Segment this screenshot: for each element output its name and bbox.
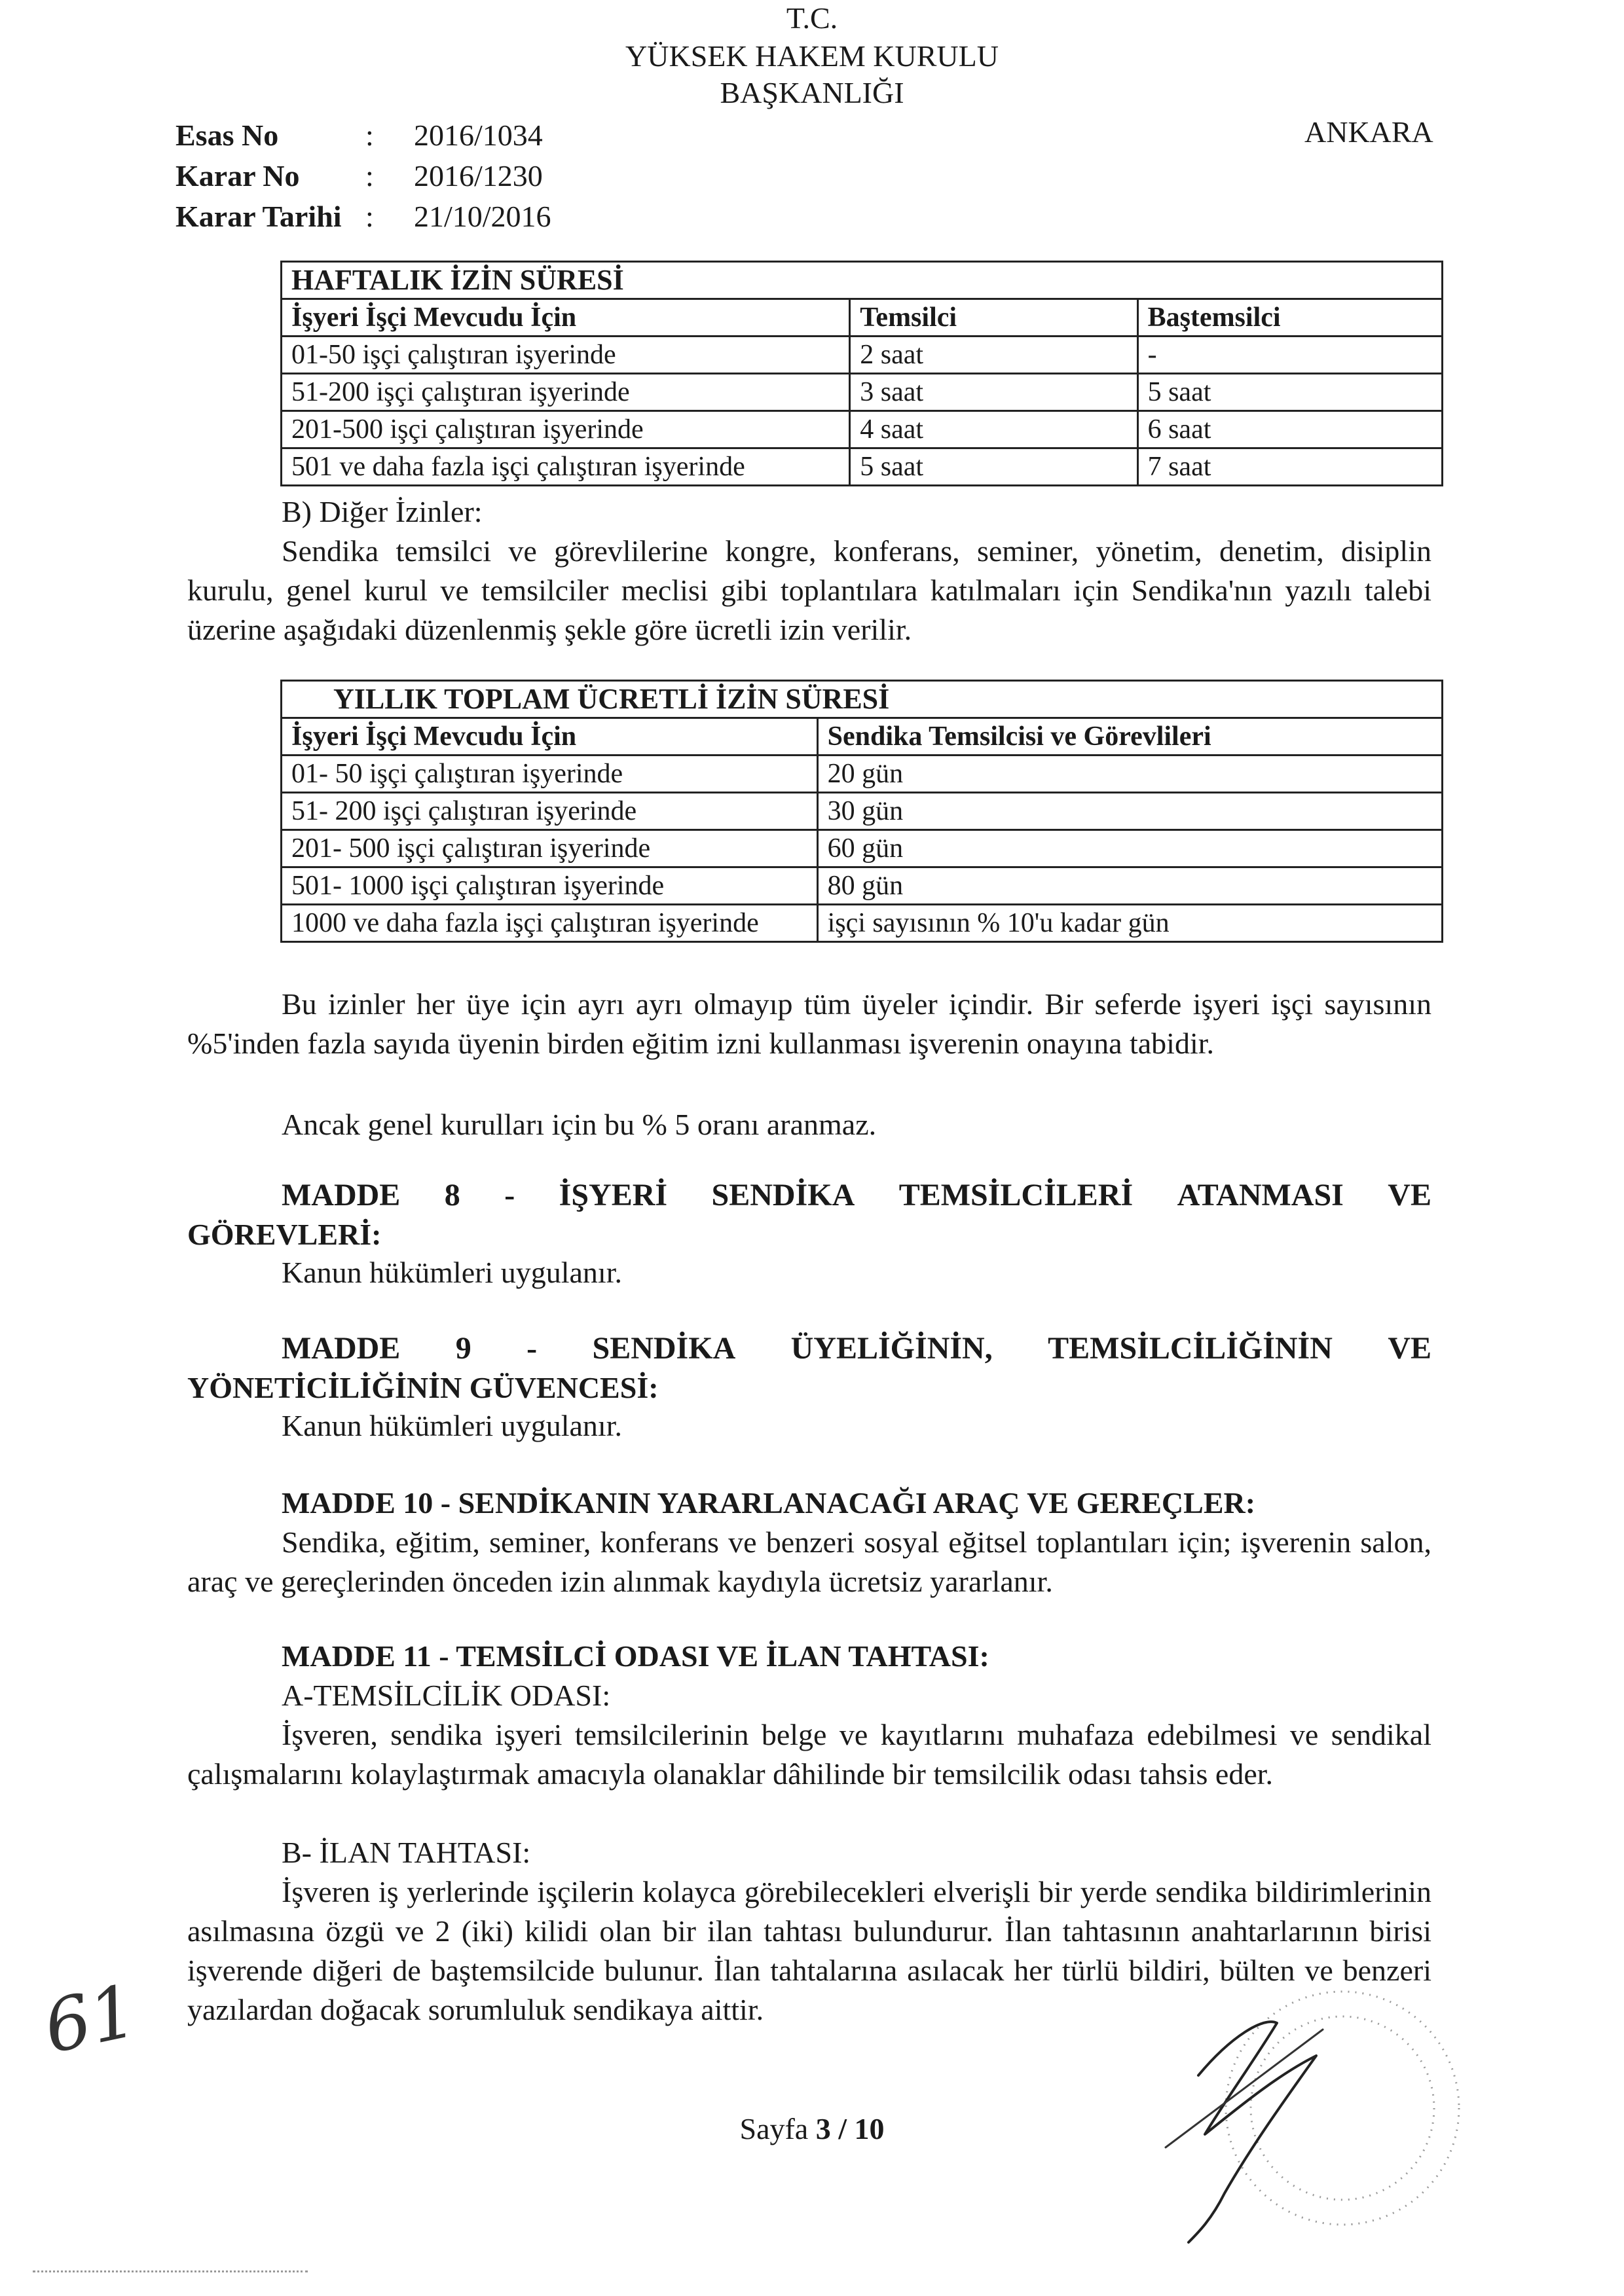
heading-word: - [504, 1178, 515, 1212]
table-cell: 51- 200 işçi çalıştıran işyerinde [282, 793, 818, 830]
table-header: Baştemsilci [1137, 299, 1442, 337]
table-cell: 501 ve daha fazla işçi çalıştıran işyerinde [282, 448, 850, 486]
heading-word: SENDİKA [592, 1331, 736, 1366]
heading-word: 8 [444, 1178, 460, 1212]
meta-sep: : [365, 159, 374, 192]
table-cell: 7 saat [1137, 448, 1442, 486]
page-separator: / [838, 2112, 847, 2145]
table-row [282, 411, 1443, 448]
org-subname: BAŞKANLIĞI [720, 76, 904, 109]
table-row [282, 830, 1443, 867]
table-row [282, 905, 1443, 942]
table-row [282, 374, 1443, 411]
city-label: ANKARA [1304, 115, 1433, 149]
table-header: Temsilci [850, 299, 1137, 337]
madde-10-text: Sendika, eğitim, seminer, konferans ve benzeri sosyal eğitsel toplantıları için; işverenin salon, araç ve gereçlerinden önceden izin alınmak kaydıyla ücretsiz yararlanır. [187, 1525, 1431, 1598]
madde-8-text: Kanun hükümleri uygulanır. [282, 1256, 622, 1289]
table-cell: 3 saat [850, 374, 1137, 411]
madde-9-heading [282, 1330, 1431, 1366]
heading-word: TEMSİLCİLİĞİNİN [1048, 1331, 1333, 1366]
table-title: HAFTALIK İZİN SÜRESİ [282, 262, 1443, 299]
madde-11-b-text: İşveren iş yerlerinde işçilerin kolayca görebilecekleri elverişli bir yerde sendika bildirimlerinin asılmasına özgü ve 2 (iki) kilidi olan bir ilan tahtası bulundurur. İlan tahtasının anahtarlarının birisi işverende diğeri de baştemsilcide bulunur. İlan tahtalarına asılacak her türlü bildiri, bülten ve benzeri yazılardan doğacak sorumluluk sendikaya aittir. [187, 1875, 1431, 2026]
section-b-text: Sendika temsilci ve görevlilerine kongre, konferans, seminer, yönetim, denetim, disiplin kurulu, genel kurul ve temsilciler meclisi gibi toplantılara katılmaları için Sendika'nın yazılı talebi üzerine aşağıdaki düzenlenmiş şekle göre ücretli izin verilir. [187, 534, 1431, 646]
madde-11-a-title: A-TEMSİLCİLİK ODASI: [282, 1679, 611, 1712]
madde-10-heading: MADDE 10 - SENDİKANIN YARARLANACAĞI ARAÇ VE GEREÇLER: [282, 1486, 1256, 1520]
scan-artifact-divider [33, 2270, 308, 2272]
table-header: Sendika Temsilcisi ve Görevlileri [817, 718, 1442, 756]
table-cell: 01- 50 işçi çalıştıran işyerinde [282, 756, 818, 793]
annual-leave-table [280, 680, 1443, 943]
heading-word: ÜYELİĞİNİN, [790, 1331, 993, 1366]
heading-word: VE [1388, 1178, 1431, 1212]
heading-word: - [526, 1331, 538, 1366]
meta-value: 2016/1034 [414, 118, 543, 152]
table-cell: 201- 500 işçi çalıştıran işyerinde [282, 830, 818, 867]
table-cell: 201-500 işçi çalıştıran işyerinde [282, 411, 850, 448]
heading-word: İŞYERİ [559, 1178, 668, 1212]
heading-word: TEMSİLCİLERİ [898, 1178, 1134, 1212]
madde-8-heading [282, 1177, 1431, 1213]
meta-value: 21/10/2016 [414, 200, 551, 233]
table-cell: 60 gün [817, 830, 1442, 867]
table-cell: 4 saat [850, 411, 1137, 448]
table-row [282, 867, 1443, 905]
page-total: 10 [854, 2112, 885, 2145]
handwritten-note: 61 [37, 1968, 144, 2070]
section-b-title: B) Diğer İzinler: [282, 495, 483, 528]
meta-tarih [175, 196, 551, 237]
table-row [282, 448, 1443, 486]
header-tc: T.C. [786, 1, 838, 35]
table-cell: 6 saat [1137, 411, 1442, 448]
table-cell: 2 saat [850, 337, 1137, 374]
meta-label: Karar No [175, 159, 300, 192]
heading-word: MADDE [282, 1178, 401, 1212]
meta-sep: : [365, 200, 374, 233]
heading-word: 9 [455, 1331, 471, 1366]
table-cell: 1000 ve daha fazla işçi çalıştıran işyerinde [282, 905, 818, 942]
madde-11-b-title: B- İLAN TAHTASI: [282, 1836, 531, 1869]
table-cell: 01-50 işçi çalıştıran işyerinde [282, 337, 850, 374]
heading-word: VE [1388, 1331, 1431, 1366]
meta-sep: : [365, 118, 374, 152]
meta-label: Esas No [175, 118, 279, 152]
weekly-leave-table [280, 261, 1443, 486]
madde-11-a-text: İşveren, sendika işyeri temsilcilerinin belge ve kayıtlarını muhafaza edebilmesi ve sendikal çalışmalarını kolaylaştırmak amacıyla olanaklar dâhilinde bir temsilcilik odası tahsis eder. [187, 1718, 1431, 1791]
meta-esas [175, 115, 551, 156]
page-number [0, 2111, 1624, 2146]
leave-note-exception: Ancak genel kurulları için bu % 5 oranı aranmaz. [282, 1108, 877, 1141]
meta-karar [175, 156, 551, 196]
table-header: İşyeri İşçi Mevcudu İçin [282, 718, 818, 756]
madde-9-heading-cont: YÖNETİCİLİĞİNİN GÜVENCESİ: [187, 1371, 659, 1404]
heading-word: ATANMASI [1177, 1178, 1344, 1212]
madde-9-text: Kanun hükümleri uygulanır. [282, 1409, 622, 1442]
table-cell: 501- 1000 işçi çalıştıran işyerinde [282, 867, 818, 905]
table-cell: - [1137, 337, 1442, 374]
madde-8-heading-cont: GÖREVLERİ: [187, 1218, 382, 1251]
table-header: İşyeri İşçi Mevcudu İçin [282, 299, 850, 337]
meta-value: 2016/1230 [414, 159, 543, 192]
table-row [282, 756, 1443, 793]
leave-note-paragraph: Bu izinler her üye için ayrı ayrı olmayıp tüm üyeler içindir. Bir seferde işyeri işçi sayısının %5'inden fazla sayıda üyenin birden eğitim izni kullanması işverenin onayına tabidir. [187, 987, 1431, 1060]
table-row [282, 337, 1443, 374]
table-cell: 5 saat [1137, 374, 1442, 411]
page-current: 3 [815, 2112, 831, 2145]
table-cell: işçi sayısının % 10'u kadar gün [817, 905, 1442, 942]
table-cell: 51-200 işçi çalıştıran işyerinde [282, 374, 850, 411]
page-label: Sayfa [739, 2112, 809, 2145]
table-cell: 30 gün [817, 793, 1442, 830]
table-title: YILLIK TOPLAM ÜCRETLİ İZİN SÜRESİ [282, 681, 1443, 718]
table-row [282, 793, 1443, 830]
madde-11-heading: MADDE 11 - TEMSİLCİ ODASI VE İLAN TAHTASI: [282, 1639, 989, 1673]
table-cell: 5 saat [850, 448, 1137, 486]
heading-word: SENDİKA [711, 1178, 855, 1212]
meta-label: Karar Tarihi [175, 200, 342, 233]
table-cell: 20 gün [817, 756, 1442, 793]
org-name: YÜKSEK HAKEM KURULU [625, 39, 999, 73]
heading-word: MADDE [282, 1331, 401, 1366]
case-meta [175, 115, 551, 237]
table-cell: 80 gün [817, 867, 1442, 905]
stamp-icon [1226, 1992, 1459, 2225]
